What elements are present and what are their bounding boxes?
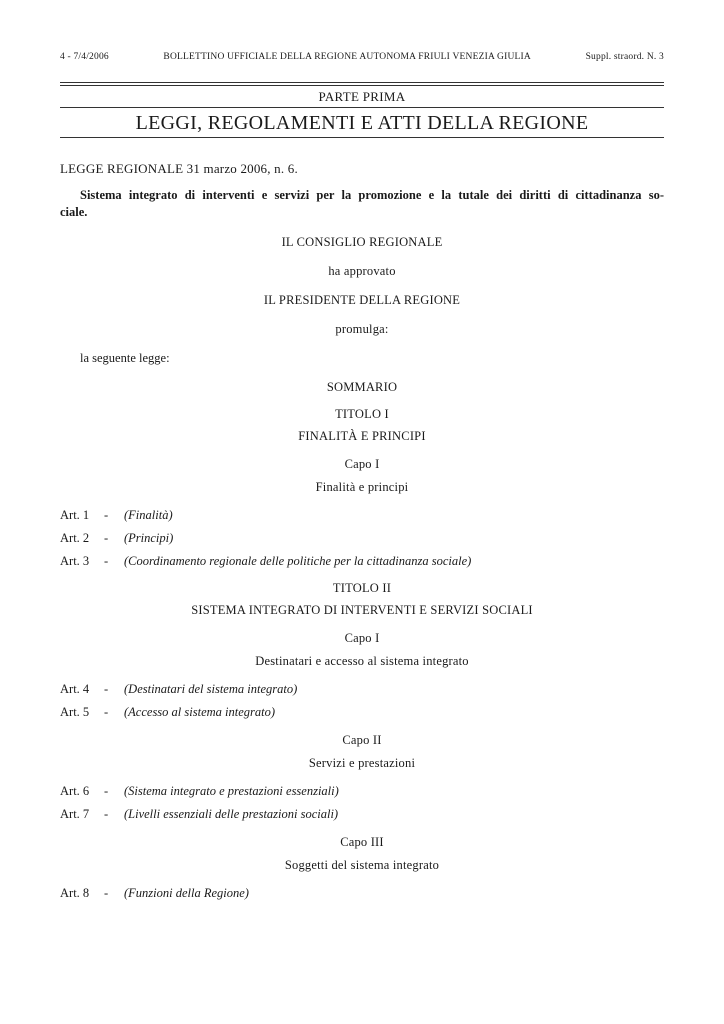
article-title: (Funzioni della Regione) xyxy=(124,886,249,900)
article-separator: - xyxy=(104,682,109,696)
running-header xyxy=(60,52,664,68)
chapter-name: Destinatari e accesso al sistema integrato xyxy=(255,654,469,668)
article-number: Art. 3 xyxy=(60,554,90,568)
article-row xyxy=(60,554,664,569)
article-number: Art. 7 xyxy=(60,807,90,821)
article-separator: - xyxy=(104,705,109,719)
article-title: (Livelli essenziali delle prestazioni sociali) xyxy=(124,807,339,821)
article-row xyxy=(60,682,664,697)
following-law-line: la seguente legge: xyxy=(80,351,170,365)
article-separator: - xyxy=(104,508,109,522)
article-separator: - xyxy=(104,886,109,900)
part-title: PARTE PRIMA xyxy=(318,89,406,104)
chapter-heading: Capo I xyxy=(344,457,380,471)
law-heading: LEGGE REGIONALE 31 marzo 2006, n. 6. xyxy=(60,161,298,176)
title-heading: TITOLO II xyxy=(332,581,392,595)
summary-label: SOMMARIO xyxy=(326,380,398,394)
article-title: (Sistema integrato e prestazioni essenziali) xyxy=(124,784,339,798)
law-subject xyxy=(60,187,664,221)
page-date: 4 - 7/4/2006 xyxy=(60,52,109,62)
document-page xyxy=(60,52,664,901)
article-number: Art. 1 xyxy=(60,508,90,522)
title-heading: TITOLO I xyxy=(335,407,389,421)
law-subject-line-2: ciale. xyxy=(60,205,88,219)
title-name: FINALITÀ E PRINCIPI xyxy=(298,429,426,443)
article-separator: - xyxy=(104,531,109,545)
article-number: Art. 6 xyxy=(60,784,90,798)
approved-line: ha approvato xyxy=(328,264,396,278)
president-line: IL PRESIDENTE DELLA REGIONE xyxy=(263,293,461,307)
article-title: (Finalità) xyxy=(124,508,173,522)
article-row xyxy=(60,531,664,546)
section-rule xyxy=(60,137,664,138)
article-separator: - xyxy=(104,807,109,821)
article-row xyxy=(60,886,664,901)
chapter-heading: Capo II xyxy=(342,733,382,747)
publication-name: BOLLETTINO UFFICIALE DELLA REGIONE AUTONOMA FRIULI VENEZIA GIULIA xyxy=(163,52,531,62)
supplement-number: Suppl. straord. N. 3 xyxy=(585,52,664,62)
article-row xyxy=(60,705,664,720)
article-row xyxy=(60,784,664,799)
chapter-name: Soggetti del sistema integrato xyxy=(284,858,440,872)
article-number: Art. 4 xyxy=(60,682,90,696)
section-title: LEGGI, REGOLAMENTI E ATTI DELLA REGIONE xyxy=(135,112,589,134)
article-title: (Accesso al sistema integrato) xyxy=(124,705,276,719)
title-name: SISTEMA INTEGRATO DI INTERVENTI E SERVIZI SOCIALI xyxy=(191,603,533,617)
chapter-heading: Capo III xyxy=(340,835,384,849)
chapter-name: Servizi e prestazioni xyxy=(308,756,416,770)
article-number: Art. 2 xyxy=(60,531,90,545)
article-title: (Principi) xyxy=(124,531,174,545)
law-subject-line-1: Sistema integrato di interventi e servizi per la promozione e la tutale dei diritti di cittadinanza so- xyxy=(80,188,664,202)
article-separator: - xyxy=(104,784,109,798)
article-row xyxy=(60,508,664,523)
article-title: (Destinatari del sistema integrato) xyxy=(124,682,298,696)
article-row xyxy=(60,807,664,822)
article-separator: - xyxy=(104,554,109,568)
article-title: (Coordinamento regionale delle politiche per la cittadinanza sociale) xyxy=(124,554,472,568)
chapter-name: Finalità e principi xyxy=(315,480,409,494)
chapter-heading: Capo I xyxy=(344,631,380,645)
promulgates-line: promulga: xyxy=(335,322,389,336)
article-number: Art. 8 xyxy=(60,886,90,900)
article-number: Art. 5 xyxy=(60,705,90,719)
header-double-rule xyxy=(60,82,664,86)
council-line: IL CONSIGLIO REGIONALE xyxy=(281,235,443,249)
